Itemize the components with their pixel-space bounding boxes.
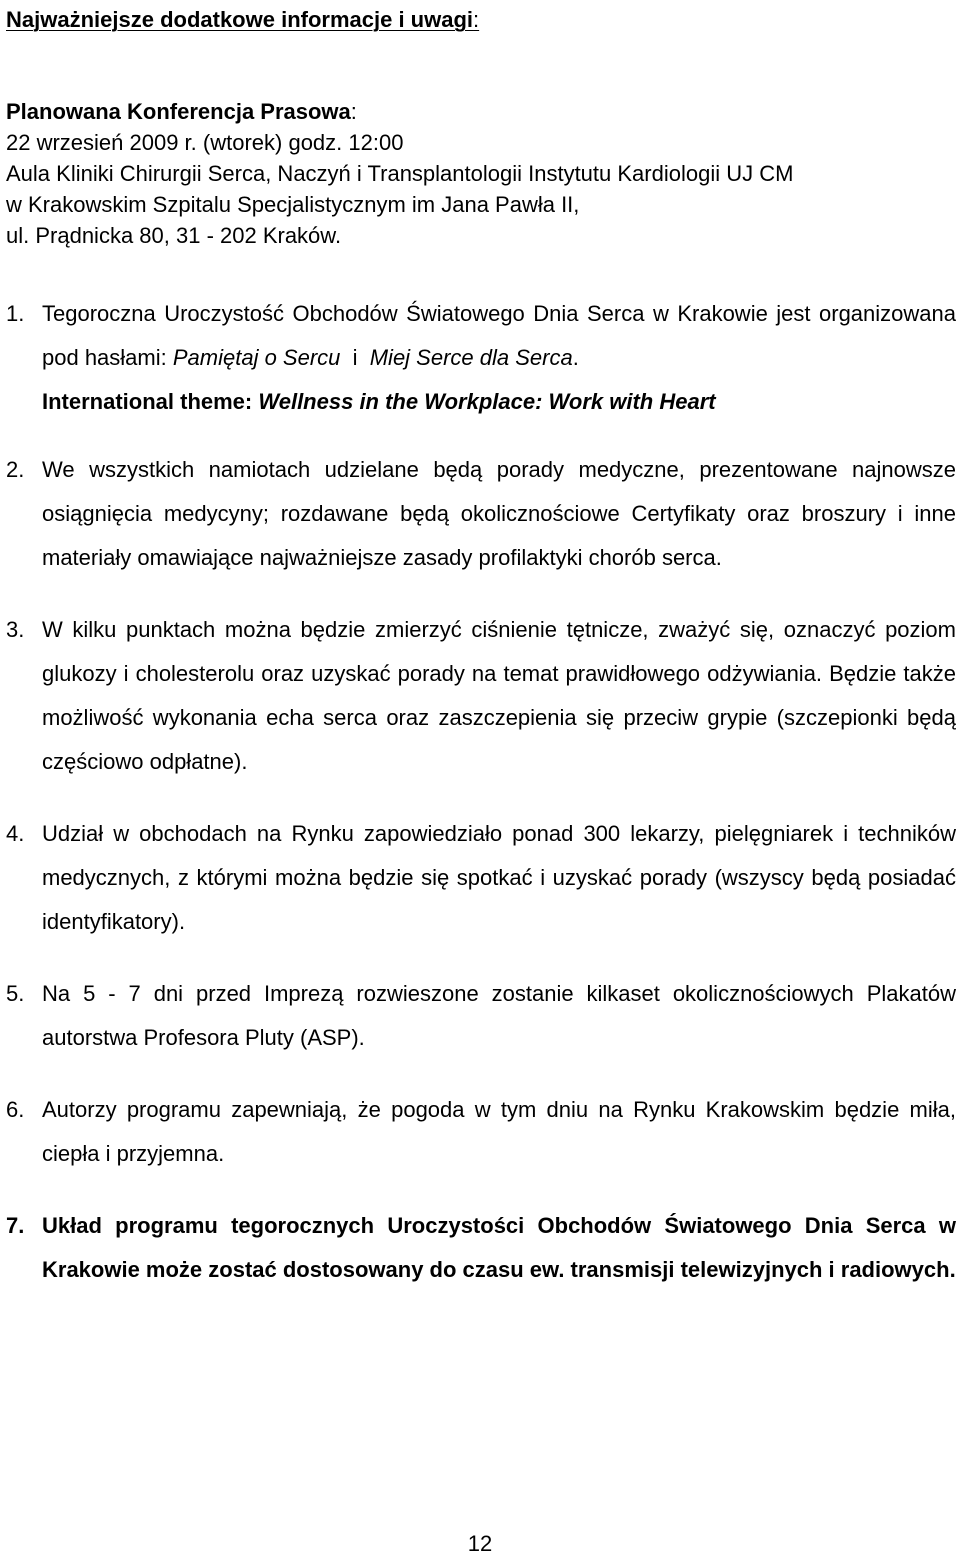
international-theme-label: International theme: <box>42 389 259 414</box>
list-item-text: We wszystkich namiotach udzielane będą porady medyczne, prezentowane najnowsze osiągnięcia medycyny; rozdawane będą okolicznościowe Certyfikaty oraz broszury i inne materiały omawiające najważniejsze zasady profilaktyki chorób serca. <box>42 457 956 570</box>
section-heading <box>6 6 479 34</box>
list-item-number: 5. <box>6 981 25 1006</box>
list-item-text: Na 5 - 7 dni przed Imprezą rozwieszone zostanie kilkaset okolicznościowych Plakatów autorstwa Profesora Pluty (ASP). <box>42 981 956 1050</box>
list-item-3 <box>6 608 956 784</box>
list-item-7 <box>6 1204 956 1292</box>
list-item-text-main: Tegoroczna Uroczystość Obchodów Światowego Dnia Serca w Krakowie jest organizowana pod hasłami: <box>42 301 956 370</box>
section-heading-text: Najważniejsze dodatkowe informacje i uwagi <box>6 7 474 32</box>
list-item-text: Udział w obchodach na Rynku zapowiedziało ponad 300 lekarzy, pielęgniarek i techników medycznych, z którymi można będzie się spotkać i uzyskać porady (wszyscy będą posiadać identyfikatory). <box>42 821 956 934</box>
list-item-text: Układ programu tegorocznych Uroczystości Obchodów Światowego Dnia Serca w Krakowie może zostać dostosowany do czasu ew. transmisji telewizyjnych i radiowych. <box>42 1213 956 1282</box>
list-item-4 <box>6 812 956 944</box>
list-item-text <box>42 292 956 380</box>
press-conference-address: ul. Prądnicka 80, 31 - 202 Kraków. <box>6 223 342 248</box>
list-item-6 <box>6 1088 956 1176</box>
list-item-number: 7. <box>6 1213 25 1238</box>
motto-separator: i <box>340 345 370 370</box>
press-conference-title-text: Planowana Konferencja Prasowa <box>6 99 351 124</box>
list-item-number: 4. <box>6 821 25 846</box>
press-conference-date: 22 wrzesień 2009 r. (wtorek) godz. 12:00 <box>6 130 404 155</box>
press-conference-block <box>6 96 793 251</box>
list-item-text: W kilku punktach można będzie zmierzyć ciśnienie tętnicze, zważyć się, oznaczyć poziom glukozy i cholesterolu oraz uzyskać porady na temat prawidłowego odżywiania. Będzie także możliwość wykonania echa serca oraz zaszczepienia się przeciw grypie (szczepionki będą częściowo odpłatne). <box>42 617 956 774</box>
list-item-number: 3. <box>6 617 25 642</box>
press-conference-title <box>6 96 793 127</box>
list-item-2 <box>6 448 956 580</box>
list-item-number: 2. <box>6 457 25 482</box>
press-conference-hospital: w Krakowskim Szpitalu Specjalistycznym im Jana Pawła II, <box>6 192 580 217</box>
numbered-list <box>6 292 956 1292</box>
motto-2: Miej Serce dla Serca <box>369 345 573 370</box>
press-conference-venue: Aula Kliniki Chirurgii Serca, Naczyń i Transplantologii Instytutu Kardiologii UJ CM <box>6 161 794 186</box>
page-number: 12 <box>467 1531 493 1556</box>
international-theme <box>42 380 956 424</box>
list-item-1 <box>6 292 956 424</box>
motto-1: Pamiętaj o Sercu <box>172 345 341 370</box>
international-theme-text: Wellness in the Workplace: Work with Heart <box>258 389 716 414</box>
list-item-number: 6. <box>6 1097 25 1122</box>
list-item-5 <box>6 972 956 1060</box>
list-item-text: Autorzy programu zapewniają, że pogoda w tym dniu na Rynku Krakowskim będzie miła, ciepła i przyjemna. <box>42 1097 956 1166</box>
list-item-number: 1. <box>6 301 25 326</box>
press-conference-title-colon: : <box>350 99 357 124</box>
motto-end: . <box>572 345 579 370</box>
section-heading-colon: : <box>473 7 480 32</box>
